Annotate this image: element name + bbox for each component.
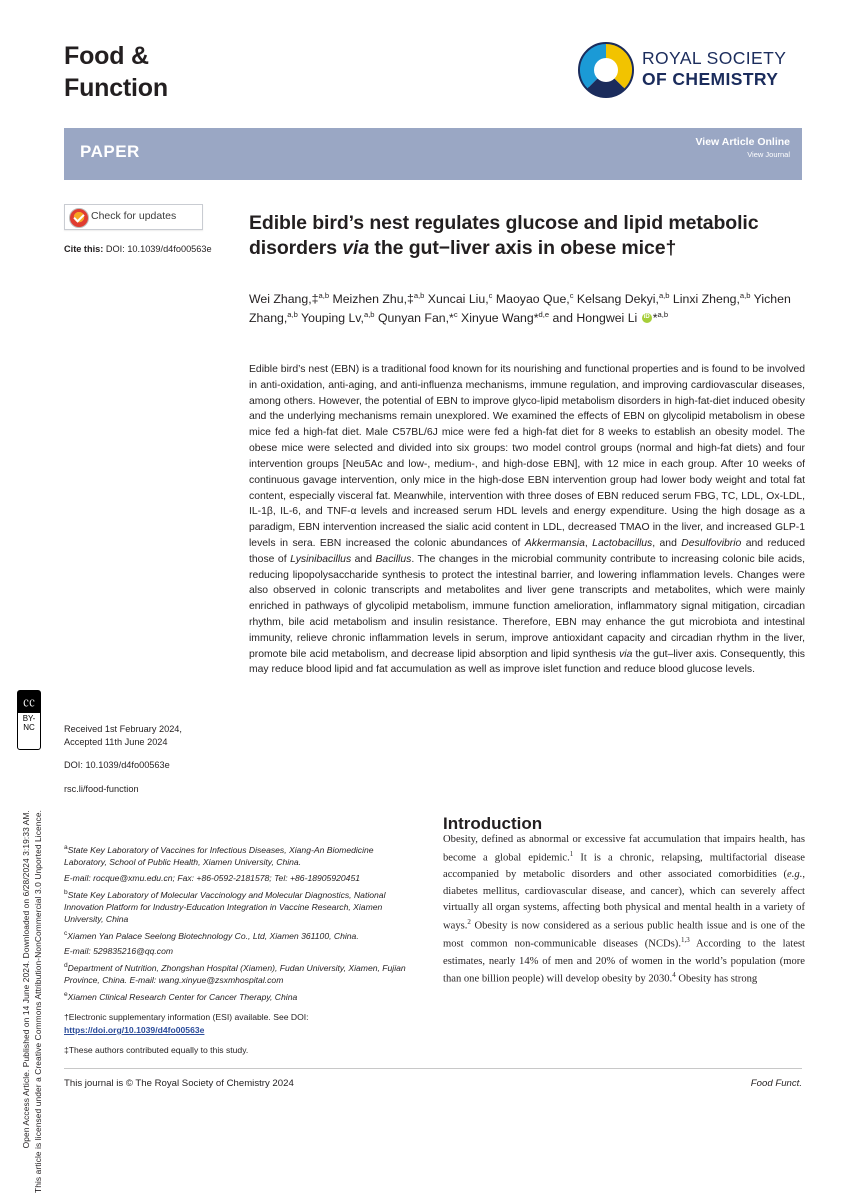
cc-license-label: BY-NC: [22, 714, 36, 732]
article-type-label: PAPER: [80, 142, 140, 161]
sidebar-access-line: Open Access Article. Published on 14 June 2024. Downloaded on 6/28/2024 3:19:33 AM.: [21, 810, 31, 1149]
footnote-item: E-mail: 529835216@qq.com: [64, 946, 174, 957]
rsc-logo-line1: ROYAL SOCIETY: [642, 48, 787, 68]
journal-title-line1: Food &: [64, 42, 149, 70]
author-list: Wei Zhang,‡$^{a,b}$ Meizhen Zhu,‡$^{a,b}$ Xuncai Liu,$^c$ Maoyao Que,$^c$ Kelsang Dekyi,$^{a,b}$ Linxi Zheng,$^{a,b}$ Yichen Zhang,$^{a,b}$ Youping Lv,$^{a,b}$ Qunyan Fan,*$^c$ Xinyue Wang*$^{d,e}$ and Hongwei Li iD*$^{a,b}$: [249, 290, 805, 328]
received-date: Received 1st February 2024,: [64, 724, 182, 734]
footnote-equal-contribution: ‡These authors contributed equally to this study.: [64, 1045, 249, 1056]
footnote-item: $^a$State Key Laboratory of Vaccines for Infectious Diseases, Xiang-An Biomedicine Laboratory, School of Public Health, Xiamen University, China.: [64, 844, 374, 868]
view-journal-link[interactable]: View Journal: [747, 150, 790, 159]
footnote-item: $^c$Xiamen Yan Palace Seelong Biotechnology Co., Ltd, Xiamen 361100, China.: [64, 930, 359, 941]
journal-title-line2: Function: [64, 74, 168, 102]
view-article-online-link[interactable]: View Article Online: [695, 136, 790, 148]
rsc-logo-line2: OF CHEMISTRY: [642, 68, 779, 89]
abstract-text: Edible bird’s nest (EBN) is a traditional food known for its nourishing and functional properties and is found to be involved in anti-oxidation, anti-aging, and anti-influenza mechanisms, immune regulation, and improving cardiovascular diseases, among others. However, the potential of EBN to improve glyco-lipid metabolism disorders in high-fat-diet induced obesity and the underlying mechanisms remain unexplored. We examined the effects of EBN on glycolipid metabolism in obese mice fed a high-fat diet. Male C57BL/6J mice were fed a high-fat diet for 8 weeks to establish an obesity model. The obese mice were selected and divided into six groups: two model control groups (normal and high-fat diets) and four intervention groups [Neu5Ac and low-, medium-, and high-dose EBN], with 12 mice in each group. After 10 weeks of continuous gavage intervention, only mice in the high-dose EBN intervention group had lower body weight and total fat content, especially visceral fat. Meanwhile, intervention with three doses of EBN reduced serum FBG, TC, LDL, Ox-LDL, IL-1β, IL-6, and TNF-α levels and increased serum HDL levels and energy expenditure. Using the high dosage as a paradigm, EBN intervention increased the sialic acid content in LDL, decreased TMAO in the liver, and increased GLP-1 levels in sera. EBN increased the colonic abundances of Akkermansia, Lactobacillus, and Desulfovibrio and reduced those of Lysinibacillus and Bacillus. The changes in the microbial community contribute to increasing colonic bile acids, reducing lipopolysaccharide synthesis to protect the intestinal barrier, and lowering inflammation levels. Changes were also observed in colonic transcripts and metabolites and liver gene transcripts and metabolites, which were mainly enriched in pathways of glycolipid metabolism, immune function amelioration, inflammatory signal mitigation, circadian rhythm, bile acid metabolism and insulin resistance. Therefore, EBN may enhance the gut microbiota and intestinal immunity, relieve chronic inflammation levels in serum, improve antioxidant capacity and circadian rhythm in the liver, promote bile acid metabolism, and decrease lipid absorption and lipid synthesis via the gut–liver axis. Consequently, this may reduce blood lipid and fat accumulation as well as improve islet function and reduce blood glucose levels.: [249, 364, 806, 676]
sidebar-license-line: This article is licensed under a Creative Commons Attribution-NonCommercial 3.0 Unported Licence.: [33, 810, 43, 1193]
rsc-logo-text: [642, 48, 786, 89]
page-title: [249, 211, 805, 262]
section-heading-introduction: Introduction: [443, 814, 543, 834]
footnote-item: $^d$Department of Nutrition, Zhongshan Hospital (Xiamen), Fudan University, Xiamen, Fujian Province, China. E-mail: wang.xinyue@zsxmhospital.com: [64, 961, 406, 986]
rsc-logo-mark: [578, 42, 634, 98]
title-part-1: Edible bird’s nest regulates glucose and lipid metabolic disorders: [249, 212, 759, 260]
dates-block: [64, 723, 254, 796]
journal-title: [64, 40, 168, 104]
cite-this-doi[interactable]: DOI: 10.1039/d4fo00563e: [105, 244, 212, 254]
footnote-item: $^e$Xiamen Clinical Research Center for Cancer Therapy, China: [64, 990, 298, 1002]
view-article-online-block[interactable]: [695, 136, 790, 159]
footnote-item: $^b$State Key Laboratory of Molecular Vaccinology and Molecular Diagnostics, National Innovation Platform for Industry-Education Integration in Vaccine Research, Xiamen University, China: [64, 888, 386, 925]
footnote-esi[interactable]: †Electronic supplementary information (ESI) available. See DOI: https://doi.org/10.1039/d4fo00563e: [64, 1012, 309, 1035]
article-doi: DOI: 10.1039/d4fo00563e: [64, 759, 170, 770]
title-part-2: the gut−liver axis in obese mice†: [369, 237, 677, 260]
check-for-updates-label: Check for updates: [91, 210, 177, 222]
cc-icon: ㏄: [18, 691, 40, 713]
footnote-item: E-mail: rocque@xmu.edu.cn; Fax: +86-0592-2181578; Tel: +86-18905920451: [64, 872, 361, 883]
introduction-body: Obesity, defined as abnormal or excessive fat accumulation that impairs health, has become a global epidemic.$^1$ It is a chronic, relapsing, multifactorial disease accompanied by metabolic disorders and other associated comorbidities (e.g., diabetes mellitus, cardiovascular disease, and cancer), which can severely affect virtually all organ systems, affecting both physical and mental health in a variety of ways.$^2$ Obesity is now considered as a serious public health issue and is one of the most common non-communicable diseases (NCDs).$^{1,3}$ According to the latest estimates, nearly 14% of men and 20% of women in the world’s population (more than one billion people) will develop obesity by 2030.$^4$ Obesity has strong: [443, 834, 806, 985]
check-for-updates-button[interactable]: [64, 204, 203, 230]
crossmark-icon: [69, 208, 89, 228]
journal-url[interactable]: rsc.li/food-function: [64, 784, 139, 795]
royal-society-of-chemistry-logo: [578, 42, 808, 98]
footer-journal-name: Food Funct.: [750, 1078, 802, 1089]
footer-divider: [64, 1068, 802, 1069]
accepted-date: Accepted 11th June 2024: [64, 737, 168, 748]
footer-copyright: This journal is © The Royal Society of Chemistry 2024: [64, 1078, 294, 1089]
cite-this-label: Cite this:: [64, 244, 104, 254]
article-type-banner: [64, 128, 802, 180]
creative-commons-badge: [17, 690, 41, 750]
cite-this-block: [64, 243, 244, 255]
affiliations-footnotes: [64, 843, 414, 1060]
title-italic-via: via: [342, 237, 370, 260]
